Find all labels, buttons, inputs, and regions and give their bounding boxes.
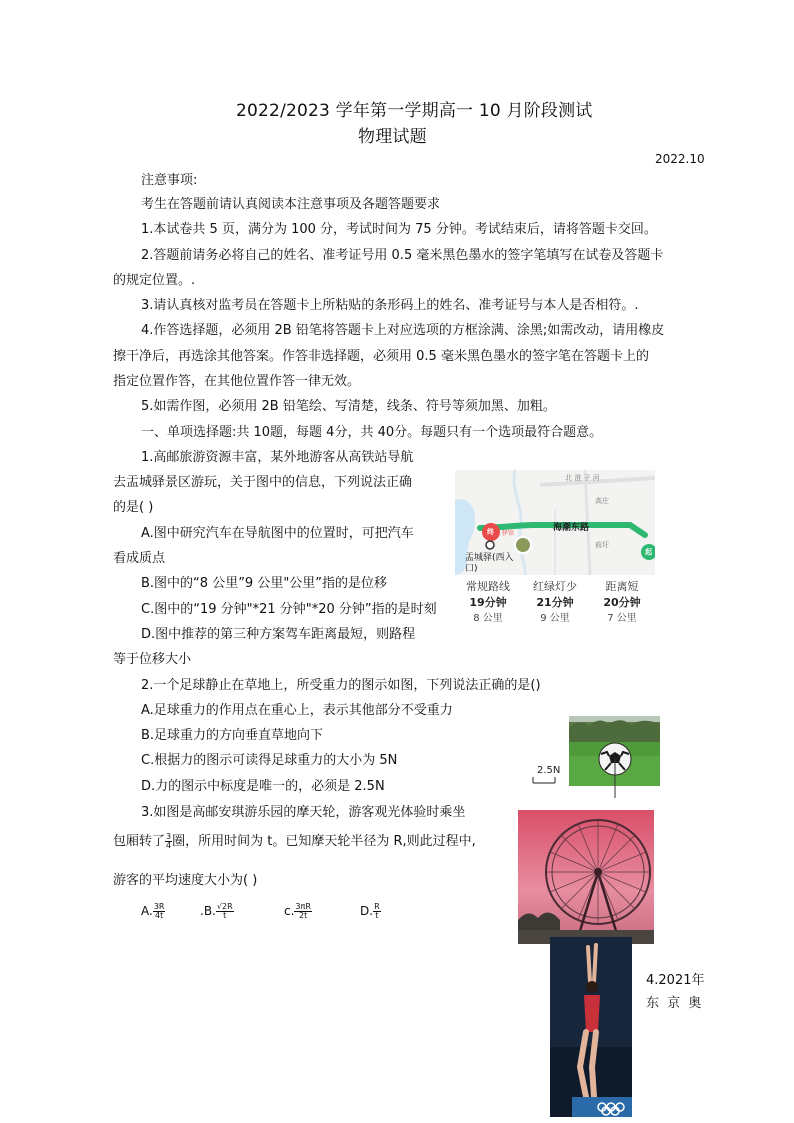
q2-option-b: B.足球重力的方向垂直草地向下 [141, 728, 324, 743]
map-destination: 盂城驿(西入 [465, 553, 514, 563]
q4-stem: 4.2021年 [646, 973, 705, 988]
route-option[interactable] [522, 579, 588, 627]
q3-stem-pre: 包厢转了 [113, 834, 166, 849]
q3-option-a [141, 903, 165, 920]
q1-option-c: C.图中的“19 分钟"*21 分钟"*20 分钟”指的是时刻 [141, 602, 437, 617]
map-end-tag: 驿馆 [502, 530, 515, 537]
q1-option-a: A.图中研究汽车在导航图中的位置时，可把汽车 [141, 526, 414, 541]
option-label: A. [141, 904, 153, 918]
q4-stem-cont: 东 京 奥 [646, 996, 704, 1011]
diver-illustration [550, 937, 632, 1117]
route-time: 20分钟 [603, 596, 641, 609]
q3-stem-cont2: 游客的平均速度大小为( ) [113, 873, 258, 888]
option-numerator: R [374, 902, 380, 911]
route-name: 距离短 [605, 580, 639, 593]
q3-option-c [284, 903, 312, 920]
q1-option-d-cont: 等于位移大小 [113, 652, 192, 667]
map-start-badge: 起 [645, 548, 652, 556]
option-label: .B. [200, 904, 216, 918]
route-time: 19分钟 [469, 596, 507, 609]
q1-stem: 1.高邮旅游资源丰富，某外地游客从高铁站导航 [141, 450, 414, 465]
q1-stem-cont2: 的是( ) [113, 500, 154, 515]
route-option[interactable] [455, 579, 521, 627]
q3-option-b [200, 903, 234, 920]
option-denominator: t [223, 911, 227, 920]
map-label-river: 北 澄 子 河 [565, 474, 600, 482]
scale-bar [532, 776, 556, 784]
exam-subtitle: 物理试题 [358, 127, 427, 147]
q3-stem-post: 圈，所用时间为 t。已知摩天轮半径为 R,则此过程中, [172, 834, 476, 849]
route-name: 常规路线 [466, 580, 510, 593]
notice-item-3: 3.请认真核对监考员在答题卡上所粘贴的条形码上的姓名、准考证号与本人是否相符。. [141, 298, 639, 313]
q1-stem-cont1: 去盂城驿景区游玩，关于图中的信息，下列说法正确 [113, 475, 413, 490]
gravity-arrow [612, 786, 618, 798]
fraction-denominator: 4 [166, 841, 172, 850]
notice-item-1: 1.本试卷共 5 页，满分为 100 分，考试时间为 75 分钟。考试结束后，请将答题卡交回。 [141, 222, 657, 237]
option-numerator: 3πR [295, 902, 311, 911]
navigation-map-figure [455, 470, 655, 635]
route-distance: 9 公里 [540, 613, 570, 624]
fraction-numerator: 3 [166, 832, 172, 841]
route-name: 红绿灯少 [533, 580, 577, 593]
notice-item-4-cont2: 指定位置作答，在其他位置作答一律无效。 [113, 374, 361, 389]
option-label: c. [284, 904, 295, 918]
scale-label: 2.5N [537, 765, 561, 776]
notice-intro: 考生在答题前请认真阅读本注意事项及各题答题要求 [141, 197, 441, 212]
option-denominator: 4t [155, 911, 164, 920]
q2-option-a: A.足球重力的作用点在重心上，表示其他部分不受重力 [141, 703, 453, 718]
exam-date: 2022.10 [655, 152, 705, 166]
q1-option-b: B.图中的“8 公里”9 公里"公里”指的是位移 [141, 576, 388, 591]
notice-item-2-cont: 的规定位置。. [113, 273, 196, 288]
map-label-area2: 前圩 [595, 541, 609, 549]
map-end-badge: 终 [487, 528, 494, 536]
route-distance: 8 公里 [473, 613, 503, 624]
ferris-wheel-photo [518, 810, 654, 944]
notice-item-5: 5.如需作图，必须用 2B 铅笔绘、写清楚，线条、符号等须加黑、加粗。 [141, 399, 556, 414]
ferris-wheel-illustration [518, 810, 654, 944]
notice-item-4: 4.作答选择题，必须用 2B 铅笔将答题卡上对应选项的方框涂满、涂黑;如需改动，请用橡皮 [141, 323, 665, 338]
q2-stem: 2.一个足球静止在草地上，所受重力的图示如图，下列说法正确的是() [141, 678, 541, 693]
option-numerator: 3R [153, 902, 165, 911]
notice-item-2: 2.答题前请务必将自己的姓名、准考证号用 0.5 毫米黑色墨水的签字笔填写在试卷及答题卡 [141, 248, 664, 263]
route-options-table [455, 575, 655, 635]
football-illustration [569, 716, 660, 786]
q2-option-d: D.力的图示中标度是唯一的，必须是 2.5N [141, 779, 385, 794]
diver-photo [550, 937, 632, 1117]
notice-item-4-cont1: 擦干净后，再选涂其他答案。作答非选择题，必须用 0.5 毫米黑色墨水的签字笔在答题卡上的 [113, 349, 649, 364]
football-photo [569, 716, 660, 786]
notice-heading: 注意事项: [141, 173, 198, 188]
q3-stem: 3.如图是高邮安琪游乐园的摩天轮，游客观光体验时乘坐 [141, 805, 466, 820]
q3-option-d [360, 903, 381, 920]
map-label-road: 海潮东路 [553, 523, 590, 533]
q2-option-c: C.根据力的图示可读得足球重力的大小为 5N [141, 753, 398, 768]
option-denominator: t [375, 911, 379, 920]
map-destination-cont: 口) [465, 564, 478, 574]
map-label-area1: 高庄 [595, 497, 609, 505]
option-numerator: √2R [216, 902, 233, 911]
q1-option-a-cont: 看成质点 [113, 551, 166, 566]
option-denominator: 2t [299, 911, 308, 920]
option-label: D. [360, 904, 374, 918]
route-option[interactable] [589, 579, 655, 627]
route-time: 21分钟 [536, 596, 574, 609]
exam-title: 2022/2023 学年第一学期高一 10 月阶段测试 [236, 101, 593, 121]
route-distance: 7 公里 [607, 613, 637, 624]
section-heading: 一、单项选择题:共 10题，每题 4分，共 40分。每题只有一个选项最符合题意。 [141, 425, 603, 440]
q3-stem-cont1 [113, 833, 476, 851]
q1-option-d: D.图中推荐的第三种方案驾车距离最短，则路程 [141, 627, 416, 642]
